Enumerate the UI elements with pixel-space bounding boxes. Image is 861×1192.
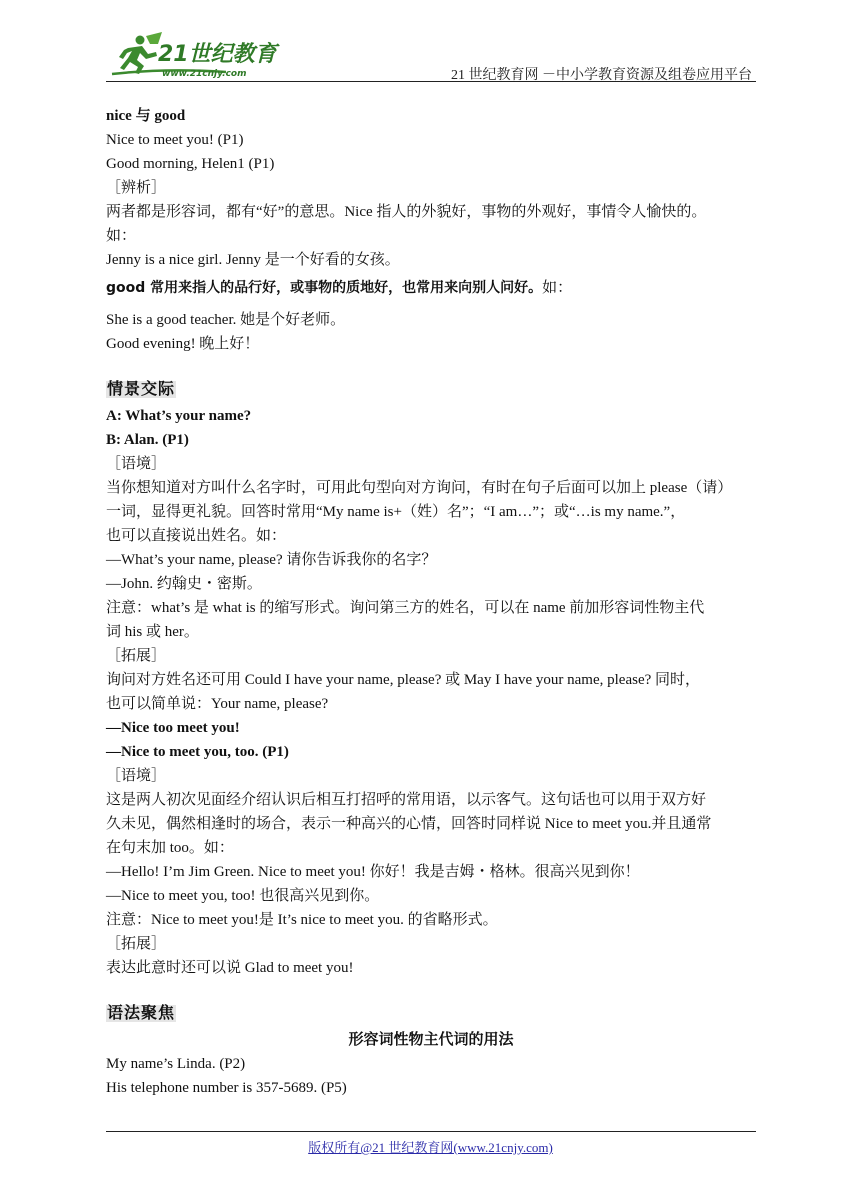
tag-extension: ［拓展］	[106, 648, 167, 664]
tag-extension: ［拓展］	[106, 936, 167, 952]
header-divider	[106, 81, 756, 82]
page-header	[106, 30, 756, 82]
paragraph-line: 词 his 或 her。	[106, 624, 199, 640]
tag-context: ［语境］	[106, 456, 167, 472]
example-line: —What’s your name, please? 请你告诉我你的名字？	[106, 552, 437, 568]
svg-text:www.21cnjy.com: www.21cnjy.com	[162, 69, 247, 79]
copyright-link[interactable]: 版权所有@21 世纪教育网(www.21cnjy.com)	[308, 1140, 553, 1155]
grammar-title: 形容词性物主代词的用法	[348, 1032, 514, 1048]
paragraph-line: 两者都是形容词，都有“好”的意思。Nice 指人的外貌好，事物的外观好，事情令人愉快的。	[106, 204, 707, 220]
section-title-nice-good: nice 与 good	[106, 108, 186, 124]
page-footer	[0, 1137, 861, 1156]
paragraph-line: 在句末加 too。如：	[106, 840, 234, 856]
example-line: She is a good teacher. 她是个好老师。	[106, 312, 346, 328]
example-line: His telephone number is 357-5689. (P5)	[106, 1080, 347, 1096]
example-line: Good evening! 晚上好！	[106, 336, 260, 352]
good-bold-text: good 常用来指人的品行好，或事物的质地好，也常用来向别人问好。	[106, 280, 543, 296]
document-body	[106, 104, 756, 1100]
tag-context: ［语境］	[106, 768, 167, 784]
paragraph-line: 注意：Nice to meet you!是 It’s nice to meet you. 的省略形式。	[106, 912, 498, 928]
dialogue-line: —Nice too meet you!	[106, 720, 240, 736]
paragraph-line: 注意：what’s 是 what is 的缩写形式。询问第三方的姓名，可以在 name 前加形容词性物主代	[106, 600, 705, 616]
example-line: Good morning, Helen1 (P1)	[106, 156, 275, 172]
good-rest-text: 如：	[542, 280, 573, 296]
example-line: —Hello! I’m Jim Green. Nice to meet you! 你好！我是吉姆・格林。很高兴见到你！	[106, 864, 640, 880]
section-heading-grammar: 语法聚焦	[107, 1005, 176, 1022]
example-line: —Nice to meet you, too! 也很高兴见到你。	[106, 888, 380, 904]
paragraph-line: 如：	[106, 228, 137, 244]
paragraph-line: 一词，显得更礼貌。回答时常用“My name is+（姓）名”；“I am…”；或“…is my name.”，	[106, 504, 686, 520]
paragraph-line: 也可以直接说出姓名。如：	[106, 528, 287, 544]
section-heading-dialogue: 情景交际	[107, 381, 176, 398]
dialogue-line: A: What’s your name?	[106, 408, 252, 424]
paragraph-line: 这是两人初次见面经介绍认识后相互打招呼的常用语，以示客气。这句话也可以用于双方好	[106, 792, 707, 808]
site-logo	[106, 30, 306, 80]
dialogue-line: B: Alan. (P1)	[106, 432, 189, 448]
svg-text:21世纪教育: 21世纪教育	[158, 42, 277, 67]
tag-analysis: ［辨析］	[106, 180, 167, 196]
paragraph-line: 久未见，偶然相逢时的场合，表示一种高兴的心情，回答时同样说 Nice to meet you.并且通常	[106, 816, 712, 832]
header-site-title: 21 世纪教育网 －中小学教育资源及组卷应用平台	[451, 68, 752, 83]
dialogue-line: —Nice to meet you, too. (P1)	[106, 744, 289, 760]
paragraph-line: 当你想知道对方叫什么名字时，可用此句型向对方询问，有时在句子后面可以加上 please（请）	[106, 480, 733, 496]
example-line: —John. 约翰史・密斯。	[106, 576, 262, 592]
example-line: My name’s Linda. (P2)	[106, 1056, 246, 1072]
paragraph-good	[106, 272, 756, 308]
paragraph-line: 也可以简单说：Your name, please?	[106, 696, 329, 712]
example-line: Nice to meet you! (P1)	[106, 132, 244, 148]
paragraph-line: 询问对方姓名还可用 Could I have your name, please? 或 May I have your name, please? 同时，	[106, 672, 701, 688]
footer-divider	[106, 1131, 756, 1132]
paragraph-line: 表达此意时还可以说 Glad to meet you!	[106, 960, 354, 976]
example-line: Jenny is a nice girl. Jenny 是一个好看的女孩。	[106, 252, 400, 268]
